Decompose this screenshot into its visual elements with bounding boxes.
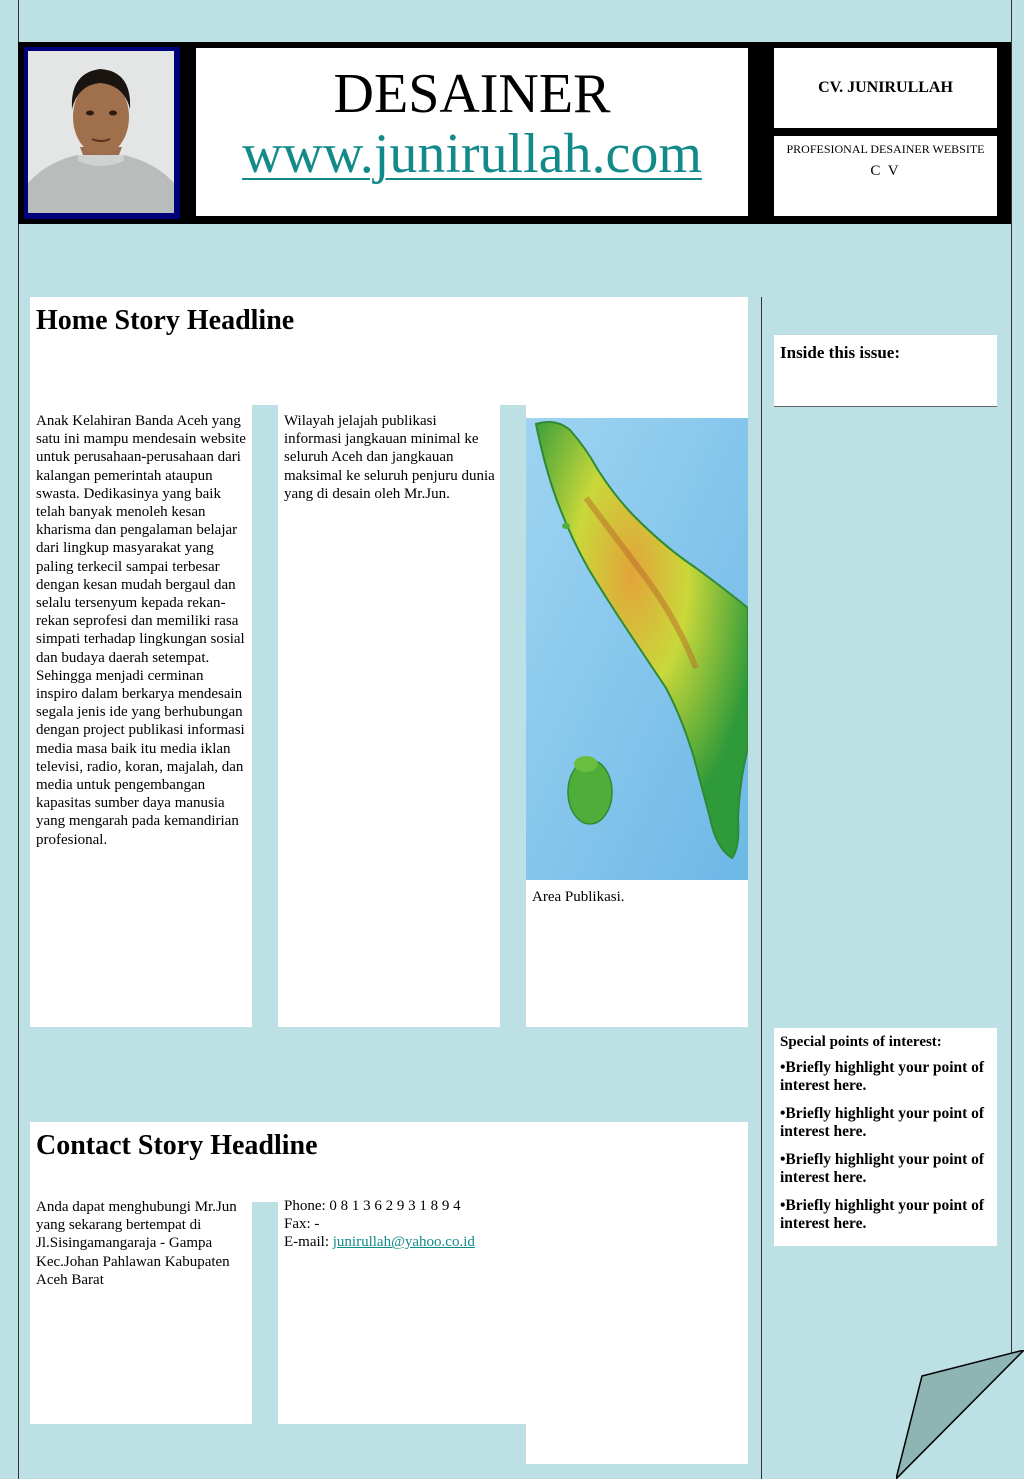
special-point: •Briefly highlight your point of interest here. [780, 1197, 985, 1232]
special-point: •Briefly highlight your point of interest here. [780, 1059, 985, 1094]
map-caption: Area Publikasi. [532, 889, 625, 905]
title-box [196, 48, 748, 216]
contact-headline: Contact Story Headline [36, 1130, 318, 1161]
email-label: E-mail: [284, 1234, 333, 1251]
website-link[interactable]: www.junirullah.com [242, 123, 702, 185]
email-link[interactable]: junirullah@yahoo.co.id [332, 1234, 475, 1251]
home-headline-box [30, 297, 748, 405]
sidebar-divider [761, 297, 762, 1479]
special-points-title: Special points of interest: [780, 1034, 942, 1050]
email-line [284, 1233, 475, 1251]
fax-line [284, 1215, 475, 1233]
phone-number: 0 8 1 3 6 2 9 3 1 8 9 4 [329, 1198, 461, 1214]
contact-column-3 [526, 1232, 748, 1464]
map-image [526, 418, 748, 880]
phone-label: Phone: [284, 1198, 330, 1214]
special-point: •Briefly highlight your point of interest here. [780, 1151, 985, 1186]
home-column-2: Wilayah jelajah publikasi informasi jangkauan minimal ke seluruh Aceh dan jangkauan maksimal ke seluruh penjuru dunia yang di desain oleh Mr.Jun. [278, 405, 500, 1027]
contact-address: Anda dapat menghubungi Mr.Jun yang sekarang bertempat di Jl.Sisingamangaraja - Gampa Kec.Johan Pahlawan Kabupaten Aceh Barat [30, 1196, 252, 1424]
company-name: CV. JUNIRULLAH [774, 48, 997, 128]
contact-headline-box [30, 1122, 748, 1202]
inside-issue-label: Inside this issue: [780, 343, 900, 362]
tagline-box [774, 136, 997, 216]
contact-column-2 [278, 1232, 526, 1424]
tagline: PROFESIONAL DESAINER WEBSITE [786, 142, 985, 156]
fax-number: - [314, 1216, 320, 1233]
phone-line [284, 1197, 475, 1215]
special-points-box [774, 1028, 997, 1246]
page-right-border [1011, 0, 1012, 1479]
page-curl-icon [896, 1350, 1024, 1479]
home-column-1: Anak Kelahiran Banda Aceh yang satu ini mampu mendesain website untuk perusahaan-perusahaan dari kalangan pemerintah ataupun swasta. Dedikasinya yang baik telah banyak menoleh kesan kharisma dan pengalaman belajar dari lingkup masyarakat yang paling terkecil sampai terbesar dengan kesan mudah bergaul dan selalu tersenyum kepada rekan-rekan seprofesi dan memiliki rasa simpati terhadap lingkungan sosial dan budaya daerah setempat. Sehingga menjadi cerminan inspiro dalam berkarya mendesain segala jenis ide yang berhubungan dengan project publikasi informasi media masa baik itu media iklan televisi, radio, koran, majalah, dan media untuk pengembangan kapasitas sumber daya manusia yang mengarah pada kemandirian profesional. [30, 405, 252, 1027]
fax-label: Fax: [284, 1216, 315, 1233]
home-headline: Home Story Headline [36, 305, 295, 336]
contact-details [284, 1197, 475, 1252]
profile-photo [28, 51, 174, 213]
tag-code: C V [870, 163, 901, 179]
page-title: DESAINER [333, 63, 611, 125]
inside-issue-box [774, 335, 997, 407]
special-point: •Briefly highlight your point of interest here. [780, 1105, 985, 1140]
